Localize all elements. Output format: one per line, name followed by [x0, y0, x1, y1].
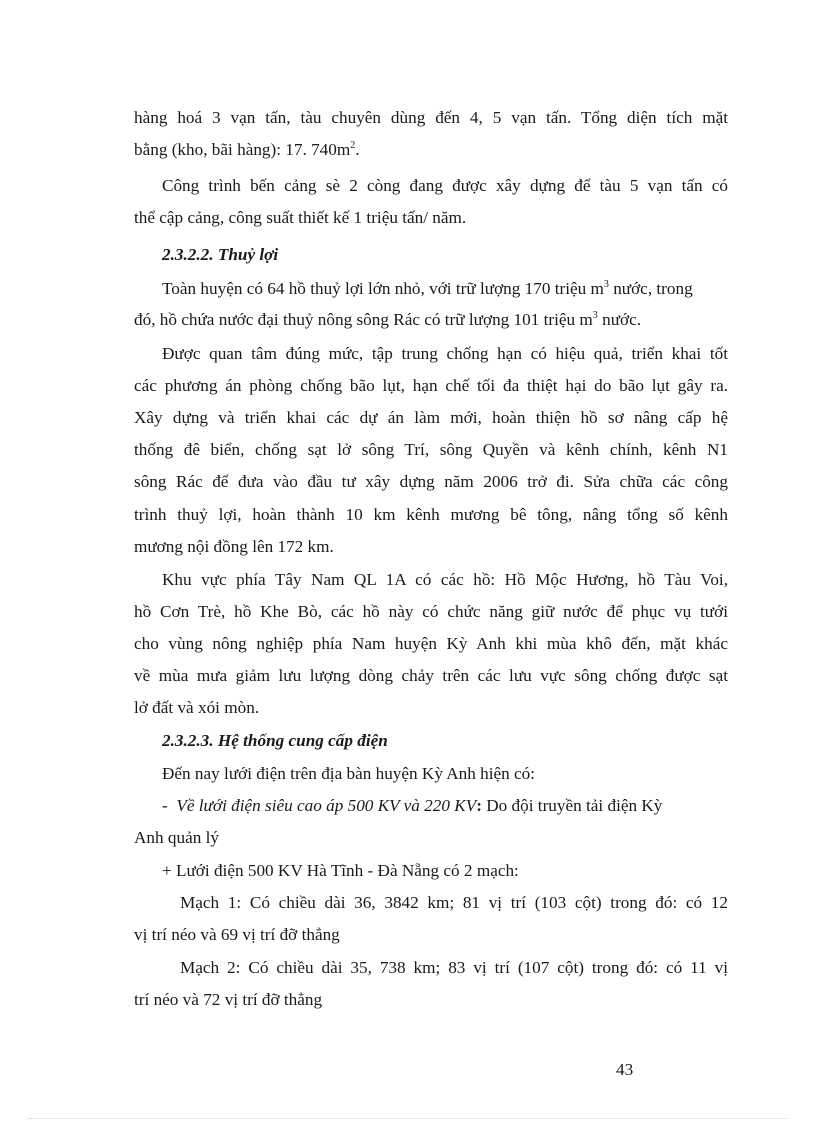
text-line-8: Được quan tâm đúng mức, tập trung chống hạn có hiệu quả, triển khai tốt [162, 344, 728, 363]
text-line-2: bằng (kho, bãi hàng): 17. $740m^2$. [134, 140, 360, 159]
bullet-dash: - [162, 796, 168, 815]
text-line-6: Toàn huyện có 64 hồ thuỷ lợi lớn nhỏ, với trữ lượng 170 triệu $m^3$ nước, trong [162, 279, 693, 298]
text-line-16: hồ Cơn Trè, hồ Khe Bò, các hồ này có chức năng giữ nước để phục vụ tưới [134, 602, 728, 621]
footer-dotted-rule [28, 1118, 788, 1119]
text-line-13: trình thuỷ lợi, hoàn thành 10 km kênh mương bê tông, nâng tổng số kênh [134, 505, 728, 524]
text-line-21: Đến nay lưới điện trên địa bàn huyện Kỳ Anh hiện có: [162, 764, 536, 783]
section-heading-thuy-loi: 2.3.2.2. Thuỷ lợi [162, 245, 279, 264]
text-line-25: Mạch 1: Có chiều dài 36, 3842 km; 81 vị trí (103 cột) trong đó: có 12 [180, 893, 728, 912]
text-line-24: + Lưới điện 500 KV Hà Tĩnh - Đà Nẵng có 2 mạch: [162, 861, 519, 880]
text-line-12: sông Rác để đưa vào đầu tư xây dựng năm 2006 trở đi. Sửa chữa các công [134, 472, 728, 491]
text-line-1: hàng hoá 3 vạn tấn, tàu chuyên dùng đến 4, 5 vạn tấn. Tổng diện tích mặt [134, 108, 728, 127]
text-line-27: Mạch 2: Có chiều dài 35, 738 km; 83 vị trí (107 cột) trong đó: có 11 vị [180, 958, 728, 977]
text-line-4: thể cập cảng, công suất thiết kế 1 triệu tấn/ năm. [134, 208, 467, 227]
text-line-14: mương nội đồng lên 172 km. [134, 537, 334, 556]
text-line-10: Xây dựng và triển khai các dự án làm mới, hoàn thiện hồ sơ nâng cấp hệ [134, 408, 728, 427]
text-line-9: các phương án phòng chống bão lụt, hạn chế tối đa thiệt hại do bão lụt gây ra. [134, 376, 728, 395]
page-number: 43 [616, 1060, 634, 1079]
text-line-18: về mùa mưa giảm lưu lượng dòng chảy trên các lưu vực sông chống được sạt [134, 666, 728, 685]
text-line-3: Công trình bến cảng sè 2 còng đang được xây dựng để tàu 5 vạn tấn có [162, 176, 728, 195]
text-line-15: Khu vực phía Tây Nam QL 1A có các hồ: Hồ Mộc Hương, hồ Tàu Voi, [162, 570, 728, 589]
text-line-7: đó, hồ chứa nước đại thuỷ nông sông Rác có trữ lượng 101 triệu $m^3$ nước. [134, 310, 642, 329]
text-line-28: trí néo và 72 vị trí đỡ thẳng [134, 990, 323, 1009]
text-line-11: thống đê biển, chống sạt lở sông Trí, sông Quyền và kênh chính, kênh N1 [134, 440, 728, 459]
section-heading-he-thong-dien: 2.3.2.3. Hệ thống cung cấp điện [162, 731, 388, 750]
text-line-17: cho vùng nông nghiệp phía Nam huyện Kỳ Anh khi mùa khô đến, mặt khác [134, 634, 728, 653]
text-line-23: Anh quản lý [134, 828, 219, 847]
text-line-19: lở đất và xói mòn. [134, 698, 260, 717]
text-line-22: - Về lưới điện siêu cao áp 500 KV và 220 KV: Do đội truyền tải điện Kỳ [162, 796, 663, 815]
text-line-26: vị trí néo và 69 vị trí đỡ thẳng [134, 925, 340, 944]
